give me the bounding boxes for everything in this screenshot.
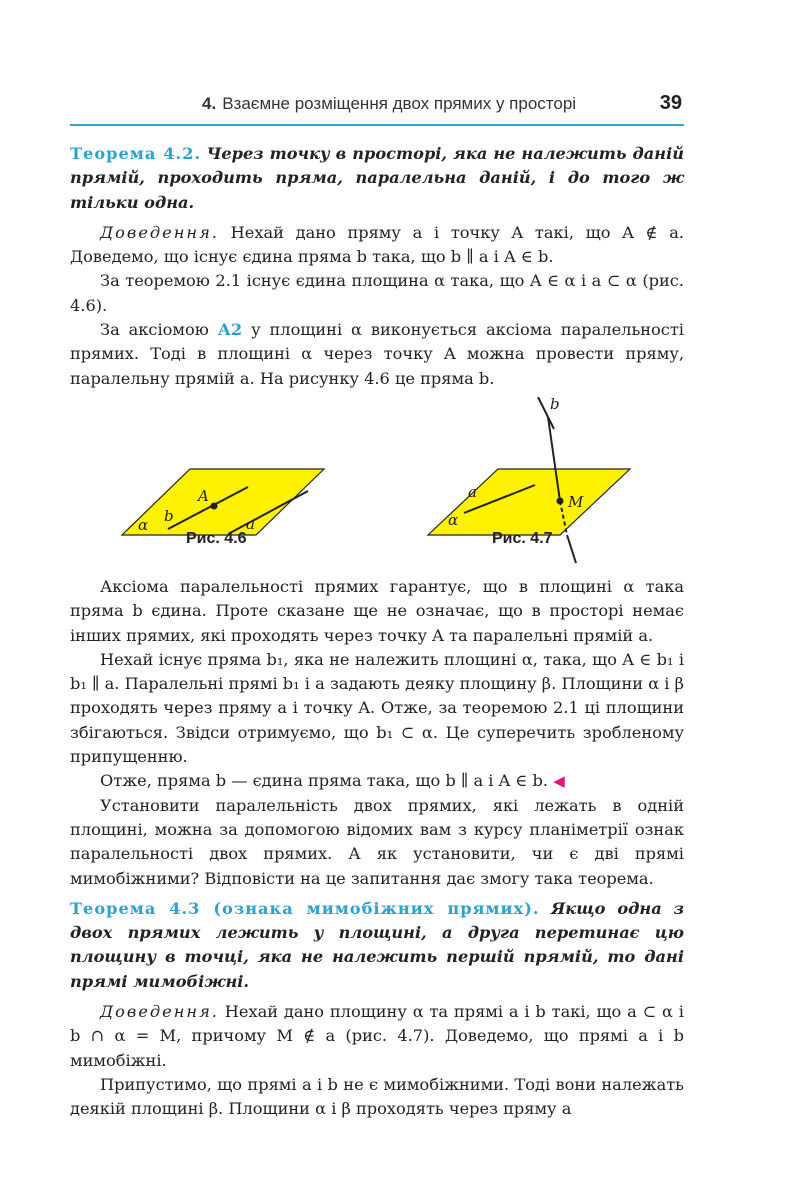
label-a-fig2: a xyxy=(468,482,477,501)
label-a-fig1: a xyxy=(246,514,255,533)
qed-triangle-icon: ◀ xyxy=(553,772,565,791)
chapter-title-text: Взаємне розміщення двох прямих у просторі xyxy=(222,94,577,113)
theorem-4-2-title: Теорема 4.2. xyxy=(70,144,202,163)
proof-2-text-1: Нехай дано площину α та прямі a і b такі, що a ⊂ α і b ∩ α = M, причому M ∉ a (рис. 4.7). Доведемо, що прямі a і b мимобіжні. xyxy=(70,1002,684,1070)
label-b-fig2: b xyxy=(550,396,560,413)
page-content xyxy=(70,142,684,1122)
page-number: 39 xyxy=(659,92,682,114)
label-b-fig1: b xyxy=(164,506,174,525)
theorem-4-2 xyxy=(70,142,684,215)
proof-1-text-3a: За аксіомою xyxy=(100,320,209,340)
label-point-a-fig1: A xyxy=(198,486,209,505)
text-paragraph-1: Аксіома паралельності прямих гарантує, що в площині α така пряма b єдина. Проте сказане ще не означає, що в просторі немає інших прямих, які проходять через точку A та паралельні прямій a. xyxy=(70,576,684,645)
point-a-fig1 xyxy=(211,502,218,509)
text-paragraph-3 xyxy=(70,769,684,793)
figures-row xyxy=(70,397,684,565)
proof-1-text-1: Нехай дано пряму a і точку A такі, що A ∉ a. Доведемо, що існує єдина пряма b така, що b ∥ a і A ∈ b. xyxy=(70,222,684,267)
proof-1-label: Доведення. xyxy=(100,222,219,242)
figure-4-6-caption: Рис. 4.6 xyxy=(186,529,247,547)
label-alpha-fig2: α xyxy=(448,510,459,529)
label-m-fig2: M xyxy=(568,492,584,511)
proof-1-paragraph-3 xyxy=(70,318,684,391)
proof-1-paragraph-1 xyxy=(70,221,684,270)
point-m-fig2 xyxy=(557,497,564,504)
theorem-4-3 xyxy=(70,897,684,994)
proof-2-paragraph-2: Припустимо, що прямі a і b не є мимобіжними. Тоді вони належать деякій площині β. Площини α і β проходять через пряму a xyxy=(70,1074,684,1119)
theorem-4-3-statement: Якщо одна з двох прямих лежить у площині, а друга перетинає цю площину в точці, яка не належить першій прямій, то дані прямі мимобіжні. xyxy=(70,898,684,991)
page-header xyxy=(70,92,684,126)
proof-2-label: Доведення. xyxy=(100,1002,219,1022)
theorem-4-3-title: Теорема 4.3 (ознака мимобіжних прямих). xyxy=(70,898,540,918)
figure-4-6 xyxy=(70,397,324,539)
theorem-4-2-statement: Через точку в просторі, яка не належить даній прямій, проходить пряма, паралельна даній, і до того ж тільки одна. xyxy=(70,144,684,212)
text-paragraph-2: Нехай існує пряма b₁, яка не належить площині α, така, що A ∈ b₁ і b₁ ∥ a. Паралельні прямі b₁ і a задають деяку площину β. Площини α і β проходять через пряму a і точку A. Отже, за теоремою 2.1 ці площини збігаються. Звідси отримуємо, що b₁ ⊂ α. Це суперечить зробленому припущенню. xyxy=(70,649,684,767)
proof-1-text-3b: у площині α виконується аксіома паралельності прямих. Тоді в площині α через точку A можна провести пряму, паралельну прямій a. На рисунку 4.6 це пряма b. xyxy=(70,320,684,388)
chapter-number: 4. xyxy=(202,94,217,113)
figures-svg xyxy=(70,397,684,565)
conclusion-text: Отже, пряма b — єдина пряма така, що b ∥ a і A ∈ b. xyxy=(100,771,549,791)
proof-2-paragraph-1 xyxy=(70,1000,684,1073)
proof-1-paragraph-2: За теоремою 2.1 існує єдина площина α така, що A ∈ α і a ⊂ α (рис. 4.6). xyxy=(70,271,684,315)
plane-alpha-shape-1 xyxy=(122,469,324,535)
axiom-a2-link[interactable]: А2 xyxy=(217,320,243,340)
text-paragraph-4: Установити паралельність двох прямих, які лежать в одній площині, можна за допомогою відомих вам з курсу планіметрії ознак паралельності двох прямих. А як установити, чи є дві прямі мимобіжними? Відповісти на це запитання дає змогу така теорема. xyxy=(70,795,684,888)
label-alpha-fig1: α xyxy=(138,515,149,534)
chapter-title xyxy=(202,94,576,114)
figure-4-7-caption: Рис. 4.7 xyxy=(492,529,553,547)
plane-alpha-shape-2 xyxy=(428,469,630,535)
line-b-lower-fig2 xyxy=(567,535,576,563)
